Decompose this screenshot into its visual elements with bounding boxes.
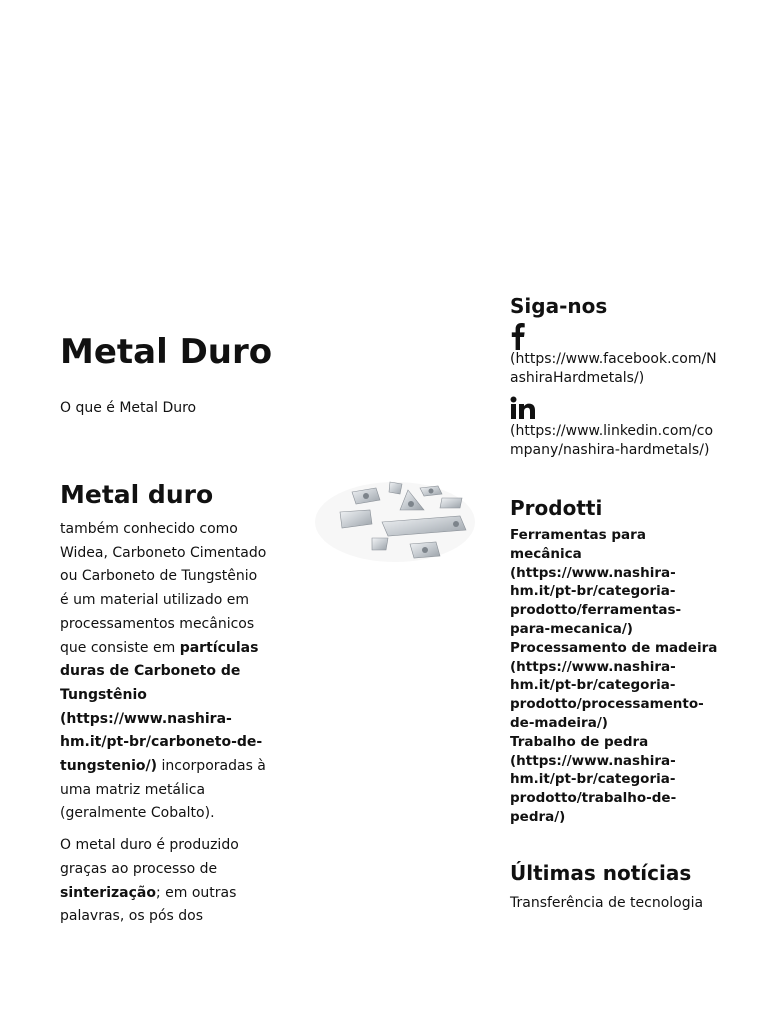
sintering-term: sinterização [60,884,156,901]
main-content [60,330,480,925]
paragraph-1-text-c: incorporadas à uma matriz metálica (geralmente Cobalto). [60,758,266,822]
paragraph-2-text-a: O metal duro é produzido graças ao processo de [60,837,239,877]
section-title: Metal duro [60,480,214,509]
paragraph-1-text-a: também conhecido como Widea, Carboneto Cimentado ou Carboneto de Tungstênio é um material utilizado em processamentos mecânicos que consiste em [60,521,267,656]
social-facebook[interactable] [510,322,720,388]
carbide-inserts-image [310,460,480,570]
linkedin-icon[interactable] [510,394,536,422]
products-heading: Prodotti [510,496,603,520]
paragraph-2-text-c: ; em outras palavras, os pós dos [60,884,237,925]
sidebar [510,292,720,913]
paragraph-1 [60,518,270,826]
linkedin-link[interactable]: (https://www.linkedin.com/company/nashira-hardmetals/) [510,423,714,458]
paragraph-2 [60,834,270,929]
product-link-mechanics[interactable]: Ferramentas para mecânica (https://www.nashira-hm.it/pt-br/categoria-prodotto/ferramentas-para-mecanica/) [510,527,682,637]
follow-heading: Siga-nos [510,294,608,318]
facebook-link[interactable]: (https://www.facebook.com/NashiraHardmetals/) [510,351,717,386]
article-body [60,518,270,937]
intro-text: O que é Metal Duro [60,400,197,416]
product-link-wood[interactable]: Processamento de madeira (https://www.nashira-hm.it/pt-br/categoria-prodotto/processamento-de-madeira/) [510,639,718,731]
news-heading: Últimas notícias [510,860,692,885]
social-linkedin[interactable] [510,394,720,460]
news-item[interactable]: Transferência de tecnologia [510,894,704,911]
page-title: Metal Duro [60,332,273,372]
product-list [510,526,720,827]
facebook-icon[interactable] [510,322,526,350]
product-link-stone[interactable]: Trabalho de pedra (https://www.nashira-hm.it/pt-br/categoria-prodotto/trabalho-de-pedra/) [510,733,677,825]
tungsten-carbide-link[interactable]: partículas duras de Carboneto de Tungstênio (https://www.nashira-hm.it/pt-br/carboneto-de-tungstenio/) [60,639,263,775]
